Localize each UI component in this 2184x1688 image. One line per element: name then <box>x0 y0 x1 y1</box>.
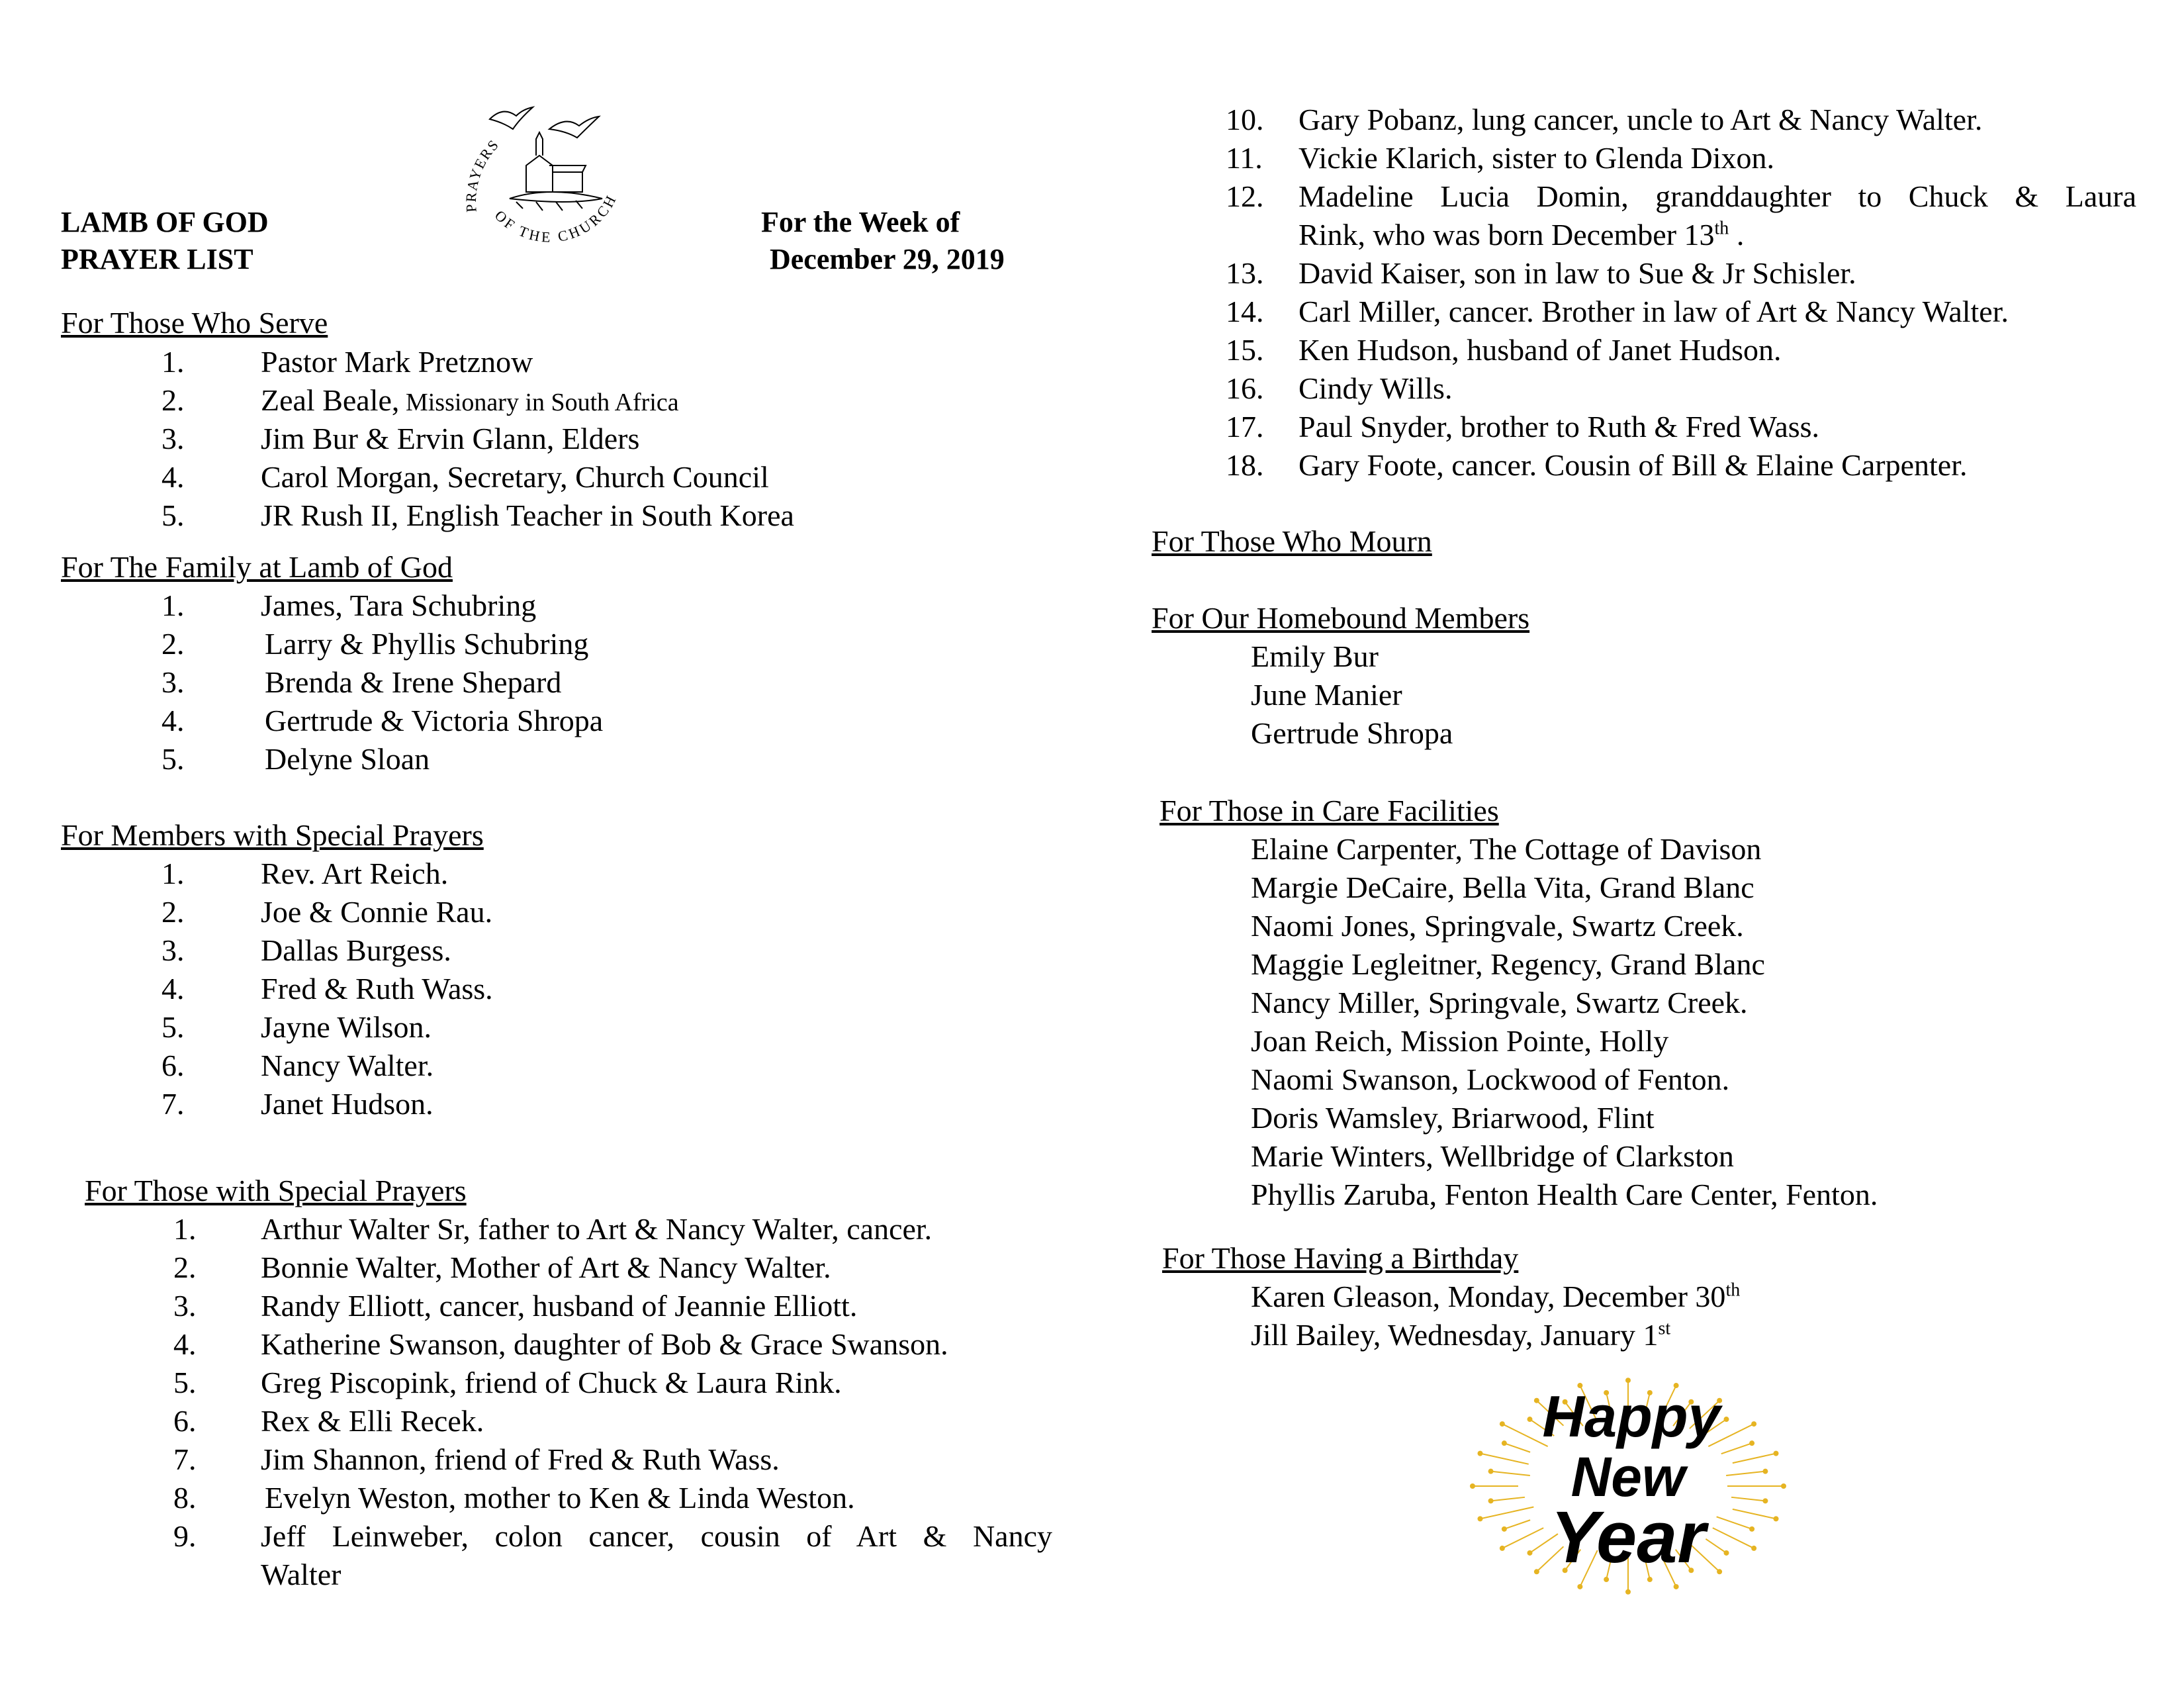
sparkle-dot <box>1723 1417 1729 1422</box>
logo-text-top: PRAYERS <box>462 136 503 213</box>
sparkle-dot <box>1625 1378 1631 1383</box>
sparkle-dot <box>1577 1584 1582 1589</box>
sparkle-dot <box>1762 1469 1768 1474</box>
sparkle-dot <box>1478 1451 1483 1456</box>
week-label: For the Week of <box>761 206 960 238</box>
sparkle-dot <box>1751 1546 1756 1551</box>
sparkle-dot <box>1762 1498 1768 1503</box>
graphic-line3: Year <box>1550 1497 1706 1578</box>
list-item: Jill Bailey, Wednesday, January 1st <box>1251 1318 1671 1352</box>
sparkle-dot <box>1502 1440 1507 1446</box>
sparkle-ray <box>1504 1443 1530 1452</box>
sparkle-dot <box>1488 1498 1494 1503</box>
sparkle-dot <box>1717 1569 1722 1574</box>
sparkle-dot <box>1527 1550 1533 1556</box>
sparkle-dot <box>1500 1546 1505 1551</box>
sparkle-ray <box>1502 1528 1543 1548</box>
list-item: Karen Gleason, Monday, December 30th <box>1251 1280 1741 1313</box>
list-item-continuation: Rink, who was born December 13th . <box>1298 218 1745 252</box>
serve-heading: For Those Who Serve <box>61 306 328 340</box>
sparkle-dot <box>1749 1440 1754 1446</box>
care-heading: For Those in Care Facilities <box>1160 794 1499 827</box>
list-item-text: Jeff Leinweber, colon cancer, cousin of Art & Nancy <box>261 1519 1052 1553</box>
week-date: December 29, 2019 <box>770 243 1005 275</box>
sparkle-ray <box>1733 1509 1776 1519</box>
sparkle-ray <box>1480 1507 1534 1519</box>
sparkle-ray <box>1733 1454 1776 1463</box>
special-heading: For Those with Special Prayers <box>85 1174 467 1207</box>
list-item: Nancy Miller, Springvale, Swartz Creek. <box>1251 986 1748 1019</box>
list-item: Doris Wamsley, Briarwood, Flint <box>1251 1101 1655 1135</box>
sparkle-dot <box>1625 1589 1631 1595</box>
sparkle-dot <box>1502 1526 1507 1532</box>
mourn-heading: For Those Who Mourn <box>1152 524 1432 558</box>
sparkle-dot <box>1527 1417 1533 1422</box>
sparkle-ray <box>1706 1539 1726 1553</box>
sparkle-dot <box>1470 1483 1475 1489</box>
homebound-heading: For Our Homebound Members <box>1152 601 1530 635</box>
list-item: Marie Winters, Wellbridge of Clarkston <box>1251 1139 1734 1173</box>
list-item: Emily Bur <box>1251 639 1379 673</box>
family-heading: For The Family at Lamb of God <box>61 550 453 584</box>
sparkle-dot <box>1534 1398 1539 1403</box>
happy-new-year-graphic <box>1463 1370 1794 1595</box>
title-line1: LAMB OF GOD <box>61 206 269 238</box>
graphic-line1: Happy <box>1542 1383 1721 1449</box>
prayers-of-the-church-logo <box>450 93 649 245</box>
sparkle-dot <box>1751 1421 1756 1427</box>
sparkle-dot <box>1488 1469 1494 1474</box>
logo-text-bottom: OF THE CHURCH <box>491 191 621 245</box>
sparkle-dot <box>1773 1451 1778 1456</box>
list-item: June Manier <box>1251 678 1402 712</box>
members-heading: For Members with Special Prayers <box>61 818 484 852</box>
list-item: Joan Reich, Mission Pointe, Holly <box>1251 1024 1669 1058</box>
list-item-continuation: Walter <box>261 1558 341 1591</box>
list-item-text: Madeline Lucia Domin, granddaughter to Chuck & Laura <box>1298 179 2136 213</box>
list-item: Gertrude Shropa <box>1251 716 1453 750</box>
sparkle-dot <box>1723 1550 1729 1556</box>
sparkle-ray <box>1504 1520 1530 1529</box>
sparkle-ray <box>1731 1497 1765 1501</box>
list-item: Phyllis Zaruba, Fenton Health Care Center, Fenton. <box>1251 1178 1878 1211</box>
birthday-heading: For Those Having a Birthday <box>1162 1241 1519 1275</box>
sparkle-dot <box>1500 1421 1505 1427</box>
list-item: Margie DeCaire, Bella Vita, Grand Blanc <box>1251 870 1754 904</box>
page: PRAYERS OF THE CHURCH LAMB OF GOD PRAYER LIST For the Week of December 29, 2019 For Those Who Serve 1. Pastor Mark Pretznow 2. Zeal Beale, Missionary in South Africa 3. Jim Bur & Ervin Glann, Elders 4. Carol Morgan, Secretary, Church Council 5. JR Rush II, English Teacher in South Korea For The Family at Lamb of God 1. James, Tara Schubring 2. Larry & Phyllis Schubring 3. Brenda & Irene Shepard 4. Gertrude & Victoria Shropa 5. Delyne Sloan For Members with Special Prayers 1. Rev. Art Reich. 2. Joe & Connie Rau. 3. Dallas Burgess. 4. Fred & Ruth Wass. 5. Jayne Wilson. 6. Nancy Walter. 7. Janet Hudson. For Those with Special Prayers 1. Arthur Walter Sr, father to Art & Nancy Walter, cancer. 2. Bonnie Walter, Mother of Art & Nancy Walter. 3. Randy Elliott, cancer, husband of Jeannie Elliott. 4. Katherine Swanson, daughter of Bob & Grace Swanson. 5. Greg Piscopink, friend of Chuck & Laura Rink. 6. Rex & Elli Recek. 7. Jim Shannon, friend of Fred & Ruth Wass. 8. Evelyn Weston, mother to Ken & Linda Weston. 9. Jeff Leinweber, colon cancer, cousin of Art & Nancy Walter 10. Gary Pobanz, lung cancer, uncle to Art & Nancy Walter. 11. Vickie Klarich, sister to Glenda Dixon. 12. Madeline Lucia Domin, granddaughter to Chuck & Laura Rink, who was born December 13th . 13. David Kaiser, son in law to Sue & Jr Schisler. 14. Carl Miller, cancer. Brother in law of Art & Nancy Walter. 15. Ken Hudson, husband of Janet Hudson. 16. Cindy Wills. 17. Paul Snyder, brother to Ruth & Fred Wass. 18. Gary Foote, cancer. Cousin of Bill & Elaine Carpenter. For Those Who Mourn For Our Homebound Members Emily Bur June Manier Gertrude Shropa For Those in Care Facilities Elaine Carpenter, The Cottage of Davison Margie DeCaire, Bella Vita, Grand Blanc Naomi Jones, Springvale, Swartz Creek. Maggie Legleitner, Regency, Grand Blanc Nancy Miller, Springvale, Swartz Creek. Joan Reich, Mission Pointe, Holly Naomi Swanson, Lockwood of Fenton. Doris Wamsley, Briarwood, Flint Marie Winters, Wellbridge of Clarkston Phyllis Zaruba, Fenton Health Care Center, Fenton. For Those Having a Birthday Karen Gleason, Monday, December 30th Jill Bailey, Wednesday, January 1st Happy New Year <box>0 0 2184 1688</box>
list-item: Naomi Swanson, Lockwood of Fenton. <box>1251 1062 1730 1096</box>
sparkle-ray <box>1717 1517 1752 1529</box>
sparkle-dot <box>1478 1516 1483 1521</box>
sparkle-dot <box>1773 1516 1778 1521</box>
sparkle-dot <box>1781 1483 1786 1489</box>
sparkle-ray <box>1480 1454 1529 1464</box>
sparkle-dot <box>1534 1569 1539 1574</box>
sparkle-ray <box>1721 1443 1752 1454</box>
title-line2: PRAYER LIST <box>61 243 253 275</box>
svg-text:PRAYERS <box>463 136 502 212</box>
sparkle-ray <box>1491 1472 1530 1476</box>
graphic-line2: New <box>1570 1446 1686 1508</box>
sparkle-ray <box>1726 1472 1765 1476</box>
sparkle-dot <box>1674 1584 1679 1589</box>
list-item: Naomi Jones, Springvale, Swartz Creek. <box>1251 909 1744 943</box>
sparkle-ray <box>1713 1528 1754 1548</box>
sparkle-dot <box>1749 1526 1754 1532</box>
list-item: Elaine Carpenter, The Cottage of Davison <box>1251 832 1762 866</box>
sparkle-ray <box>1491 1497 1525 1501</box>
list-item: Maggie Legleitner, Regency, Grand Blanc <box>1251 947 1765 981</box>
